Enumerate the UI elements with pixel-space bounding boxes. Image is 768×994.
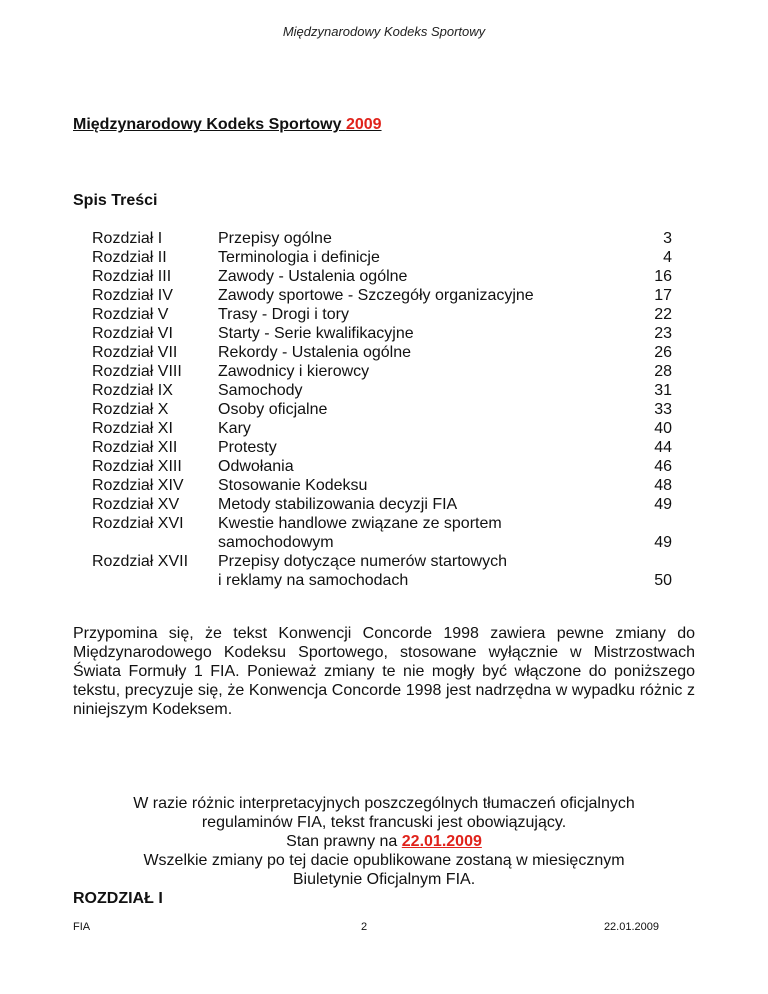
toc-title xyxy=(218,362,598,381)
legal-line-5: Biuletynie Oficjalnym FIA. xyxy=(292,871,476,888)
toc-row xyxy=(92,343,672,362)
toc-page-number: 26 xyxy=(654,344,672,361)
toc-title-line: Starty - Serie kwalifikacyjne xyxy=(218,325,414,342)
toc-chapter: Rozdział VI xyxy=(92,325,173,342)
legal-notice xyxy=(60,794,708,889)
toc-title xyxy=(218,343,598,362)
legal-status-line xyxy=(60,832,708,851)
toc-title xyxy=(218,419,598,438)
toc-row xyxy=(92,362,672,381)
toc-title-line: Protesty xyxy=(218,439,277,456)
toc-chapter: Rozdział I xyxy=(92,230,163,247)
toc-chapter: Rozdział III xyxy=(92,268,172,285)
toc-page-number: 49 xyxy=(654,496,672,513)
toc-title-line: Przepisy ogólne xyxy=(218,230,332,247)
footer-date: 22.01.2009 xyxy=(603,921,659,933)
toc-title-line: Metody stabilizowania decyzji FIA xyxy=(218,496,458,513)
toc-row xyxy=(92,552,672,590)
toc-chapter: Rozdział XII xyxy=(92,439,178,456)
toc-row xyxy=(92,324,672,343)
toc-title-line: Trasy - Drogi i tory xyxy=(218,306,349,323)
toc-page-number: 3 xyxy=(663,230,672,247)
toc-title xyxy=(218,324,598,343)
toc-page-number: 33 xyxy=(654,401,672,418)
toc-chapter: Rozdział XI xyxy=(92,420,173,437)
toc-chapter: Rozdział XV xyxy=(92,496,180,513)
toc-row xyxy=(92,514,672,552)
toc-title xyxy=(218,438,598,457)
toc-row xyxy=(92,305,672,324)
toc-chapter: Rozdział VIII xyxy=(92,363,182,380)
toc-title-line-2: i reklamy na samochodach xyxy=(218,572,409,589)
toc-page-number: 48 xyxy=(654,477,672,494)
document-title-text: Międzynarodowy Kodeks Sportowy xyxy=(73,116,342,133)
toc-chapter: Rozdział IV xyxy=(92,287,173,304)
toc-row xyxy=(92,495,672,514)
toc-title-line: Przepisy dotyczące numerów startowych xyxy=(218,553,507,570)
toc-page-number: 17 xyxy=(654,287,672,304)
toc-title-line: Samochody xyxy=(218,382,303,399)
toc-title-line: Kary xyxy=(218,420,251,437)
toc-title-line: Osoby oficjalne xyxy=(218,401,328,418)
toc-row xyxy=(92,286,672,305)
toc-title-line: Stosowanie Kodeksu xyxy=(218,477,368,494)
toc-title xyxy=(218,400,598,419)
toc-row xyxy=(92,400,672,419)
toc-row xyxy=(92,438,672,457)
toc-chapter: Rozdział IX xyxy=(92,382,173,399)
toc-row xyxy=(92,267,672,286)
toc-chapter: Rozdział II xyxy=(92,249,167,266)
toc-title xyxy=(218,514,598,552)
concorde-note-text: Przypomina się, że tekst Konwencji Concorde 1998 zawiera pewne zmiany do Międzynarodowego Kodeksu Sportowego, stosowane wyłącznie w Mistrzostwach Świata Formuły 1 FIA. Ponieważ zmiany te nie mogły być włączone do poniższego tekstu, precyzuje się, że Konwencja Concorde 1998 jest nadrzędna w wypadku różnic z niniejszym Kodeksem. xyxy=(73,625,695,718)
toc-title xyxy=(218,248,598,267)
toc-title xyxy=(218,229,598,248)
toc-row xyxy=(92,229,672,248)
toc-heading: Spis Treści xyxy=(73,192,158,209)
document-title-year: 2009 xyxy=(345,116,382,133)
chapter-heading: ROZDZIAŁ I xyxy=(73,890,163,907)
toc-page-number: 28 xyxy=(654,363,672,380)
document-title xyxy=(73,116,382,134)
toc-row xyxy=(92,381,672,400)
legal-line-4: Wszelkie zmiany po tej dacie opublikowane zostaną w miesięcznym xyxy=(143,852,625,869)
legal-status-date: 22.01.2009 xyxy=(401,833,482,850)
toc-chapter: Rozdział VII xyxy=(92,344,178,361)
toc-row xyxy=(92,248,672,267)
toc-chapter: Rozdział XVI xyxy=(92,515,184,532)
toc-row xyxy=(92,476,672,495)
toc-title xyxy=(218,267,598,286)
toc-page-number: 50 xyxy=(654,572,672,589)
toc-title-line: Zawodnicy i kierowcy xyxy=(218,363,370,380)
table-of-contents xyxy=(92,229,672,590)
toc-page-number: 49 xyxy=(654,534,672,551)
footer-page-number: 2 xyxy=(361,921,368,933)
toc-title xyxy=(218,286,598,305)
toc-chapter: Rozdział XIII xyxy=(92,458,182,475)
toc-page-number: 16 xyxy=(654,268,672,285)
toc-page-number: 4 xyxy=(663,249,672,266)
toc-row xyxy=(92,419,672,438)
toc-chapter: Rozdział XIV xyxy=(92,477,184,494)
toc-title-line: Odwołania xyxy=(218,458,294,475)
legal-line-1: W razie różnic interpretacyjnych poszczególnych tłumaczeń oficjalnych xyxy=(133,795,635,812)
toc-chapter: Rozdział X xyxy=(92,401,169,418)
toc-title xyxy=(218,495,598,514)
toc-page-number: 40 xyxy=(654,420,672,437)
running-header: Międzynarodowy Kodeks Sportowy xyxy=(282,24,486,39)
toc-title xyxy=(218,552,598,590)
toc-chapter: Rozdział XVII xyxy=(92,553,189,570)
toc-title-line-2: samochodowym xyxy=(218,534,334,551)
toc-page-number: 31 xyxy=(654,382,672,399)
toc-page-number: 46 xyxy=(654,458,672,475)
toc-title-line: Terminologia i definicje xyxy=(218,249,380,266)
toc-title xyxy=(218,457,598,476)
toc-title-line: Rekordy - Ustalenia ogólne xyxy=(218,344,411,361)
concorde-note xyxy=(73,624,695,719)
toc-title-line: Zawody sportowe - Szczegóły organizacyjne xyxy=(218,287,534,304)
toc-page-number: 22 xyxy=(654,306,672,323)
toc-chapter: Rozdział V xyxy=(92,306,169,323)
toc-title xyxy=(218,381,598,400)
legal-line-2: regulaminów FIA, tekst francuski jest obowiązujący. xyxy=(201,814,567,831)
toc-page-number: 44 xyxy=(654,439,672,456)
toc-title xyxy=(218,476,598,495)
toc-title-line: Kwestie handlowe związane ze sportem xyxy=(218,515,502,532)
toc-page-number: 23 xyxy=(654,325,672,342)
toc-row xyxy=(92,457,672,476)
footer-left: FIA xyxy=(73,921,91,933)
toc-title-line: Zawody - Ustalenia ogólne xyxy=(218,268,408,285)
toc-title xyxy=(218,305,598,324)
legal-status-label: Stan prawny na xyxy=(286,833,398,850)
